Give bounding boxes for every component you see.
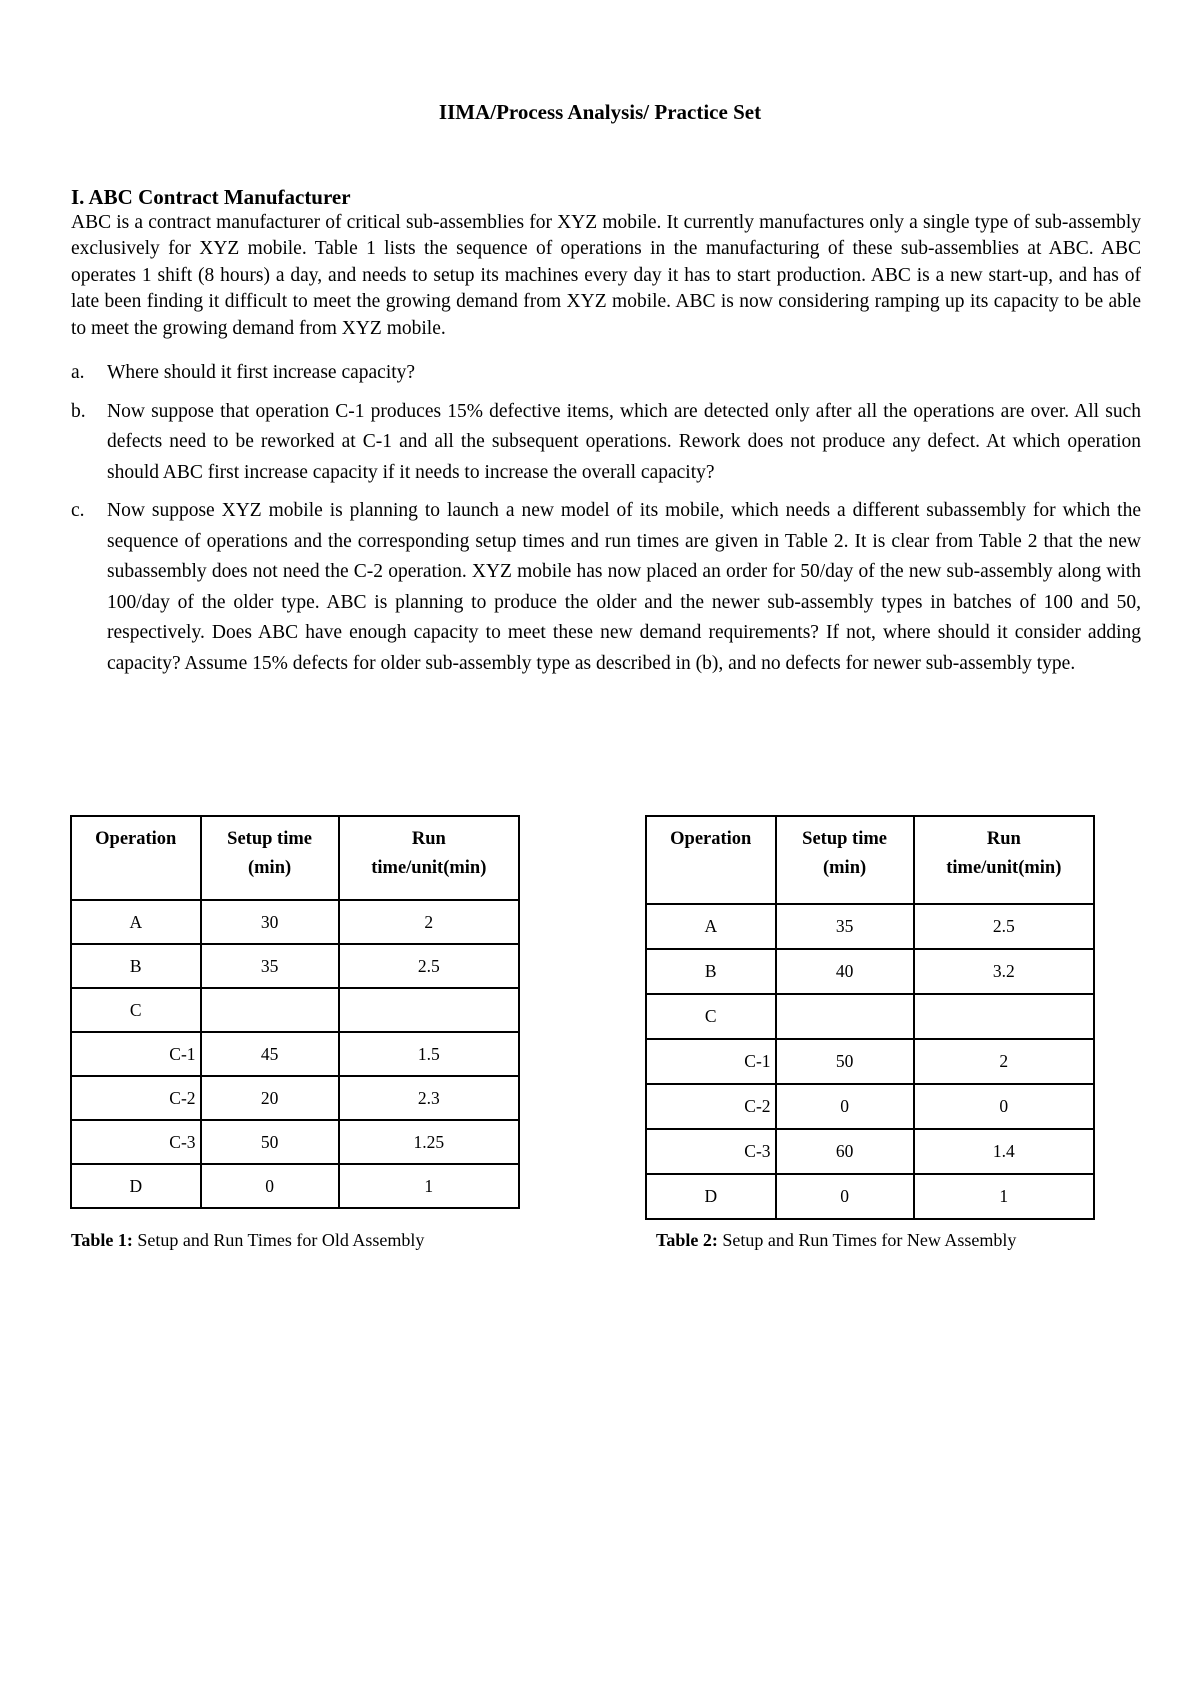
cell-setup: 60 <box>776 1129 914 1174</box>
table-row <box>71 988 519 1032</box>
table1-caption <box>71 1230 424 1251</box>
caption-text: Setup and Run Times for Old Assembly <box>132 1230 425 1250</box>
table-header-row <box>71 816 519 900</box>
table-row <box>646 904 1094 949</box>
cell-setup: 30 <box>201 900 339 944</box>
cell-operation: C-1 <box>71 1032 201 1076</box>
table2-caption <box>656 1230 1016 1251</box>
caption-label: Table 2: <box>656 1230 718 1250</box>
cell-operation: D <box>71 1164 201 1208</box>
cell-setup: 50 <box>201 1120 339 1164</box>
table-row <box>646 1174 1094 1219</box>
cell-operation: D <box>646 1174 776 1219</box>
cell-setup: 20 <box>201 1076 339 1120</box>
cell-run: 2 <box>914 1039 1094 1084</box>
table-row <box>646 1084 1094 1129</box>
cell-setup: 0 <box>776 1174 914 1219</box>
caption-label: Table 1: <box>71 1230 133 1250</box>
cell-run: 1 <box>339 1164 519 1208</box>
cell-operation: C-2 <box>646 1084 776 1129</box>
cell-run: 1 <box>914 1174 1094 1219</box>
cell-operation: C-1 <box>646 1039 776 1084</box>
caption-text: Setup and Run Times for New Assembly <box>717 1230 1017 1250</box>
question-label: b. <box>71 400 86 422</box>
question-c <box>71 496 1141 679</box>
cell-setup: 45 <box>201 1032 339 1076</box>
intro-paragraph: ABC is a contract manufacturer of critical sub-assemblies for XYZ mobile. It currently manufactures only a single type of sub-assembly exclusively for XYZ mobile. Table 1 lists the sequence of operations in the manufacturing of these sub-assemblies at ABC. ABC operates 1 shift (8 hours) a day, and needs to setup its machines every day it has to start production. ABC is a new start-up, and has of late been finding it difficult to meet the growing demand from XYZ mobile. ABC is now considering ramping up its capacity to be able to meet the growing demand from XYZ mobile. <box>71 212 1141 339</box>
cell-operation: B <box>71 944 201 988</box>
table-row <box>646 1129 1094 1174</box>
cell-setup <box>776 994 914 1039</box>
cell-setup: 35 <box>776 904 914 949</box>
question-text: Where should it first increase capacity? <box>107 362 416 384</box>
cell-run: 1.5 <box>339 1032 519 1076</box>
cell-run: 3.2 <box>914 949 1094 994</box>
cell-operation: C <box>71 988 201 1032</box>
cell-operation: A <box>646 904 776 949</box>
cell-run: 2.3 <box>339 1076 519 1120</box>
question-text: Now suppose XYZ mobile is planning to launch a new model of its mobile, which needs a different subassembly for which the sequence of operations and the corresponding setup times and run times are given in Table 2. It is clear from Table 2 that the new subassembly does not need the C-2 operation. XYZ mobile has now placed an order for 50/day of the new sub-assembly along with 100/day of the older type. ABC is planning to produce the older and the newer sub-assembly types in batches of 100 and 50, respectively. Does ABC have enough capacity to meet these new demand requirements? If not, where should it consider adding capacity? Assume 15% defects for older sub-assembly type as described in (b), and no defects for newer sub-assembly type. <box>107 500 1141 674</box>
question-label: a. <box>71 362 85 384</box>
cell-setup: 50 <box>776 1039 914 1084</box>
cell-setup: 35 <box>201 944 339 988</box>
section-abc <box>71 184 1141 687</box>
cell-run: 0 <box>914 1084 1094 1129</box>
table-row <box>646 994 1094 1039</box>
section-heading: I. ABC Contract Manufacturer <box>71 185 351 209</box>
table-row <box>71 1076 519 1120</box>
table-header-row <box>646 816 1094 904</box>
cell-run: 2 <box>339 900 519 944</box>
cell-operation: B <box>646 949 776 994</box>
question-text: Now suppose that operation C-1 produces 15% defective items, which are detected only after all the operations are over. All such defects need to be reworked at C-1 and all the subsequent operations. Rework does not produce any defect. At which operation should ABC first increase capacity if it needs to increase the overall capacity? <box>107 400 1141 483</box>
header-setup-time: Setup time (min) <box>201 816 339 900</box>
cell-setup: 40 <box>776 949 914 994</box>
table-row <box>646 949 1094 994</box>
cell-setup: 0 <box>776 1084 914 1129</box>
table-row <box>71 1032 519 1076</box>
cell-operation: C <box>646 994 776 1039</box>
question-a <box>71 358 1141 389</box>
cell-operation: A <box>71 900 201 944</box>
header-run-time: Run time/unit(min) <box>914 816 1094 904</box>
cell-operation: C-3 <box>71 1120 201 1164</box>
cell-run <box>339 988 519 1032</box>
cell-setup: 0 <box>201 1164 339 1208</box>
table-row <box>71 900 519 944</box>
question-b <box>71 397 1141 489</box>
table-row <box>71 1120 519 1164</box>
cell-run: 1.25 <box>339 1120 519 1164</box>
header-run-time: Run time/unit(min) <box>339 816 519 900</box>
table-old-assembly <box>70 815 520 1209</box>
question-list <box>71 358 1141 679</box>
header-operation: Operation <box>71 816 201 900</box>
cell-run <box>914 994 1094 1039</box>
table-row <box>71 1164 519 1208</box>
cell-run: 2.5 <box>914 904 1094 949</box>
header-setup-time: Setup time (min) <box>776 816 914 904</box>
cell-operation: C-3 <box>646 1129 776 1174</box>
cell-setup <box>201 988 339 1032</box>
table-new-assembly <box>645 815 1095 1220</box>
header-operation: Operation <box>646 816 776 904</box>
cell-run: 2.5 <box>339 944 519 988</box>
cell-run: 1.4 <box>914 1129 1094 1174</box>
table-row <box>646 1039 1094 1084</box>
table-row <box>71 944 519 988</box>
page-title: IIMA/Process Analysis/ Practice Set <box>438 100 762 124</box>
cell-operation: C-2 <box>71 1076 201 1120</box>
question-label: c. <box>71 500 85 522</box>
